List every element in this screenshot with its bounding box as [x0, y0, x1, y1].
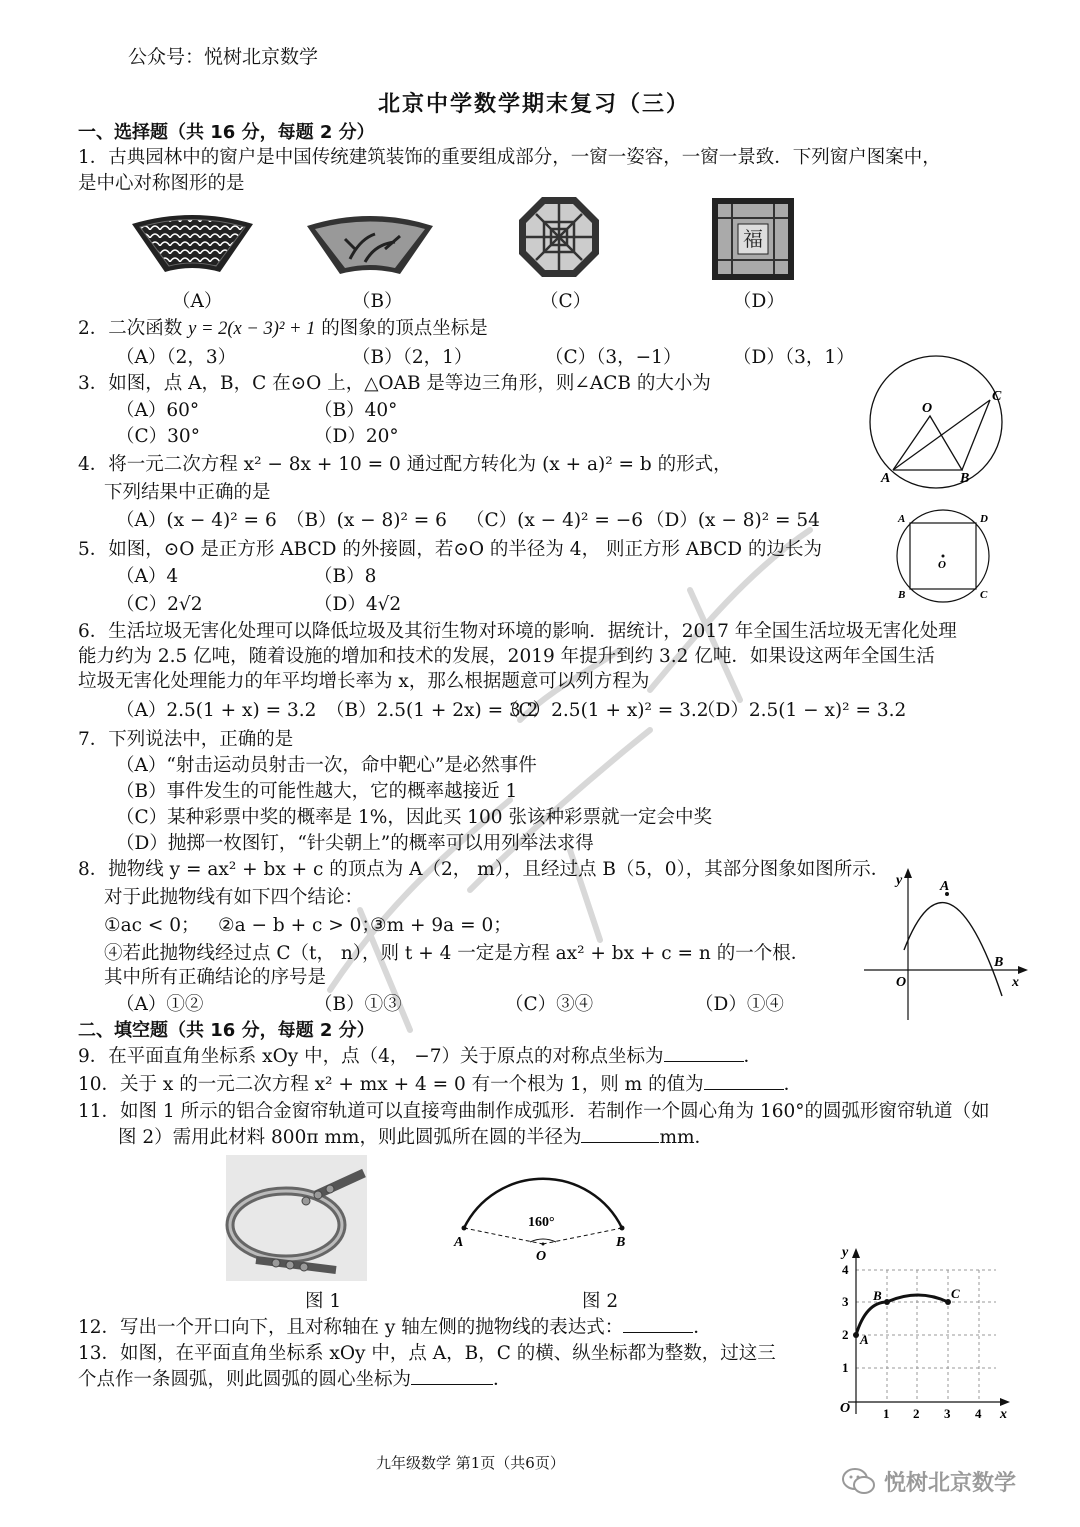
page-title: 北京中学数学期末复习（三） [378, 92, 691, 117]
q5-label-b: B [898, 589, 906, 601]
section-heading-choice: 一、选择题（共 16 分，每题 2 分） [78, 122, 375, 143]
q11-angle-label: 160° [528, 1215, 555, 1230]
q1-window-b [305, 214, 435, 276]
q10-answer-blank[interactable] [704, 1073, 784, 1090]
q5-label-d: D [980, 513, 988, 525]
q2-option-c: （C）（3，−1） [545, 347, 682, 368]
q8-label-o: O [896, 975, 907, 990]
q11-label-b: B [616, 1235, 626, 1250]
q12-end: ． [693, 1317, 712, 1338]
q3-stem: 3．如图，点 A，B，C 在⊙O 上，△OAB 是等边三角形，则∠ACB 的大小为 [78, 373, 711, 394]
q8-label-y: y [896, 873, 903, 888]
q9-end: ． [743, 1046, 763, 1067]
q11-line2-text: 图 2）需用此材料 800π mm，则此圆弧所在圆的半径为 [118, 1127, 582, 1148]
q2-option-a: （A）（2，3） [116, 347, 237, 368]
q6-option-a: （A）2.5(1 + x) = 3.2 [116, 700, 317, 721]
q13-ytick: 2 [842, 1327, 849, 1342]
brand-watermark [842, 1466, 1016, 1497]
q9-stem [78, 1042, 762, 1068]
q1-label-b: （B） [352, 291, 403, 312]
q13-ytick: 3 [842, 1294, 849, 1309]
q3-label-o: O [922, 401, 933, 416]
q9-answer-blank[interactable] [664, 1045, 744, 1062]
q1-label-d: （D） [733, 291, 785, 312]
q3-label-b: B [960, 471, 970, 486]
q13-xtick: 4 [975, 1406, 982, 1421]
q11-line1: 11．如图 1 所示的铝合金窗帘轨道可以直接弯曲制作成弧形．若制作一个圆心角为 160°的圆弧形窗帘轨道（如 [78, 1101, 990, 1122]
q3-option-b: （B）40° [314, 400, 398, 421]
q8-label-b: B [994, 955, 1004, 970]
q11-end: mm． [659, 1127, 714, 1148]
q8-figure [860, 866, 1030, 1022]
q8-line5: 其中所有正确结论的序号是 [104, 967, 327, 988]
q8-conclusion-2: ②a − b + c > 0； [218, 915, 380, 936]
q2-stem [78, 314, 488, 340]
q11-figure2 [450, 1160, 640, 1270]
q8-option-c: （C）③④ [505, 994, 594, 1015]
q7-option-d: （D）抛掷一枚图钉，“针尖朝上”的概率可以用列举法求得 [116, 833, 594, 854]
q11-figure1-photo [226, 1155, 367, 1281]
q5-label-o: O [938, 559, 946, 571]
q8-option-d: （D）①④ [695, 994, 784, 1015]
q12-text: 12．写出一个开口向下，且对称轴在 y 轴左侧的抛物线的表达式： [78, 1317, 624, 1338]
q7-stem: 7．下列说法中，正确的是 [78, 729, 294, 750]
q2-option-d: （D）（3，1） [733, 347, 855, 368]
q13-label-o: O [840, 1401, 851, 1416]
q1-label-a: （A） [172, 291, 223, 312]
q5-label-a: A [898, 513, 906, 525]
account-label: 公众号：悦树北京数学 [128, 46, 319, 68]
q5-option-d: （D）4√2 [314, 594, 402, 615]
q5-figure [894, 508, 1002, 604]
q11-label-o: O [536, 1249, 547, 1264]
q6-option-c: （C）2.5(1 + x)² = 3.2 [500, 700, 709, 721]
q9-text: 9．在平面直角坐标系 xOy 中，点（4， −7）关于原点的对称点坐标为 [78, 1046, 664, 1067]
q8-conclusion-1: ①ac < 0； [104, 915, 200, 936]
q11-line2 [118, 1123, 713, 1149]
q4-option-d: （D）(x − 8)² = 54 [646, 510, 820, 531]
q10-text: 10．关于 x 的一元二次方程 x² + mx + 4 = 0 有一个根为 1，则 m 的值为 [78, 1074, 704, 1095]
q3-label-c: C [992, 389, 1002, 404]
q2-expression: y = 2(x − 3)² + 1 [188, 319, 316, 339]
q13-line2-text: 个点作一条圆弧，则此圆弧的圆心坐标为 [78, 1369, 412, 1390]
q11-label-a: A [454, 1235, 464, 1250]
q12-stem [78, 1313, 712, 1339]
q5-stem: 5．如图，⊙O 是正方形 ABCD 的外接圆，若⊙O 的半径为 4， 则正方形 ABCD 的边长为 [78, 539, 822, 560]
q6-line2: 能力约为 2.5 亿吨，随着设施的增加和技术的发展，2019 年提升到约 3.2 亿吨．如果设这两年全国生活 [78, 646, 935, 667]
page-footer: 九年级数学 第1页（共6页） [376, 1454, 565, 1472]
q1-line1: 1．古典园林中的窗户是中国传统建筑装饰的重要组成部分，一窗一姿容，一窗一景致．下列窗户图案中， [78, 147, 941, 168]
q11-figure1-caption: 图 1 [305, 1291, 342, 1312]
q4-option-a: （A）(x − 4)² = 6 [116, 510, 277, 531]
q13-label-y: y [842, 1245, 849, 1260]
q13-ytick: 4 [842, 1262, 849, 1277]
q13-label-c: C [951, 1286, 960, 1301]
q3-option-a: （A）60° [116, 400, 200, 421]
q5-label-c: C [980, 589, 988, 601]
q2-option-b: （B）（2，1） [352, 347, 473, 368]
q3-label-a: A [881, 471, 891, 486]
q7-option-a: （A）“射击运动员射击一次，命中靶心”是必然事件 [116, 755, 537, 776]
q2-pre: 2．二次函数 [78, 318, 189, 339]
q4-option-b: （B）(x − 8)² = 6 [286, 510, 447, 531]
fu-character: 福 [743, 227, 763, 251]
q13-line1: 13．如图，在平面直角坐标系 xOy 中，点 A，B，C 的横、纵坐标都为整数，过这三 [78, 1343, 776, 1364]
q5-option-c: （C）2√2 [116, 594, 203, 615]
q8-line2: 对于此抛物线有如下四个结论： [104, 887, 364, 908]
q8-label-a: A [940, 879, 950, 894]
q12-answer-blank[interactable] [623, 1316, 693, 1333]
q10-end: ． [783, 1074, 803, 1095]
q5-option-a: （A）4 [116, 566, 179, 587]
q1-window-a [130, 214, 255, 274]
q1-line2: 是中心对称图形的是 [78, 173, 245, 194]
q3-figure [862, 352, 1012, 492]
q13-line2 [78, 1365, 512, 1391]
q13-label-x: x [1000, 1407, 1007, 1422]
q11-figure2-caption: 图 2 [582, 1291, 619, 1312]
q6-line1: 6．生活垃圾无害化处理可以降低垃圾及其衍生物对环境的影响．据统计，2017 年全国生活垃圾无害化处理 [78, 621, 957, 642]
section-heading-fill: 二、填空题（共 16 分，每题 2 分） [78, 1020, 375, 1041]
q6-line3: 垃圾无害化处理能力的年平均增长率为 x，那么根据题意可以列方程为 [78, 671, 650, 692]
q1-window-d [712, 198, 794, 280]
q7-option-c: （C）某种彩票中奖的概率是 1%，因此买 100 张该种彩票就一定会中奖 [116, 807, 712, 828]
q13-xtick: 3 [944, 1406, 951, 1421]
q13-xtick: 1 [883, 1406, 890, 1421]
q3-option-d: （D）20° [314, 426, 399, 447]
q8-conclusion-4: ④若此抛物线经过点 C（t， n），则 t + 4 一定是方程 ax² + bx + c = n 的一个根． [104, 943, 810, 964]
q4-line1: 4．将一元二次方程 x² − 8x + 10 = 0 通过配方转化为 (x + a)² = b 的形式， [78, 454, 732, 475]
q13-ytick: 1 [842, 1360, 849, 1375]
q5-option-b: （B）8 [314, 566, 377, 587]
q13-answer-blank[interactable] [411, 1368, 493, 1385]
q13-label-a: A [860, 1332, 869, 1347]
q13-xtick: 2 [913, 1406, 920, 1421]
brand-name: 悦树北京数学 [884, 1471, 1017, 1496]
q4-option-c: （C）(x − 4)² = −6 [466, 510, 644, 531]
q13-figure [826, 1240, 1016, 1420]
q8-option-a: （A）①② [116, 994, 204, 1015]
q1-label-c: （C） [540, 291, 592, 312]
q1-window-c [518, 196, 600, 278]
q11-answer-blank[interactable] [581, 1126, 659, 1143]
q13-end: ． [493, 1369, 512, 1390]
q10-stem [78, 1070, 802, 1096]
q8-option-b: （B）①③ [314, 994, 402, 1015]
q3-option-c: （C）30° [116, 426, 200, 447]
q2-post: 的图象的顶点坐标是 [315, 318, 488, 339]
q4-line2: 下列结果中正确的是 [104, 482, 271, 503]
q8-label-x: x [1012, 975, 1019, 990]
q6-option-d: （D）2.5(1 − x)² = 3.2 [697, 700, 907, 721]
q7-option-b: （B）事件发生的可能性越大，它的概率越接近 1 [116, 781, 518, 802]
q6-option-b: （B）2.5(1 + 2x) = 3.2 [326, 700, 539, 721]
q13-label-b: B [873, 1288, 882, 1303]
q8-conclusion-3: ③m + 9a = 0； [370, 915, 512, 936]
q8-line1: 8．抛物线 y = ax² + bx + c 的顶点为 A（2， m），且经过点 B（5，0），其部分图象如图所示． [78, 859, 890, 880]
wechat-icon [842, 1468, 876, 1496]
